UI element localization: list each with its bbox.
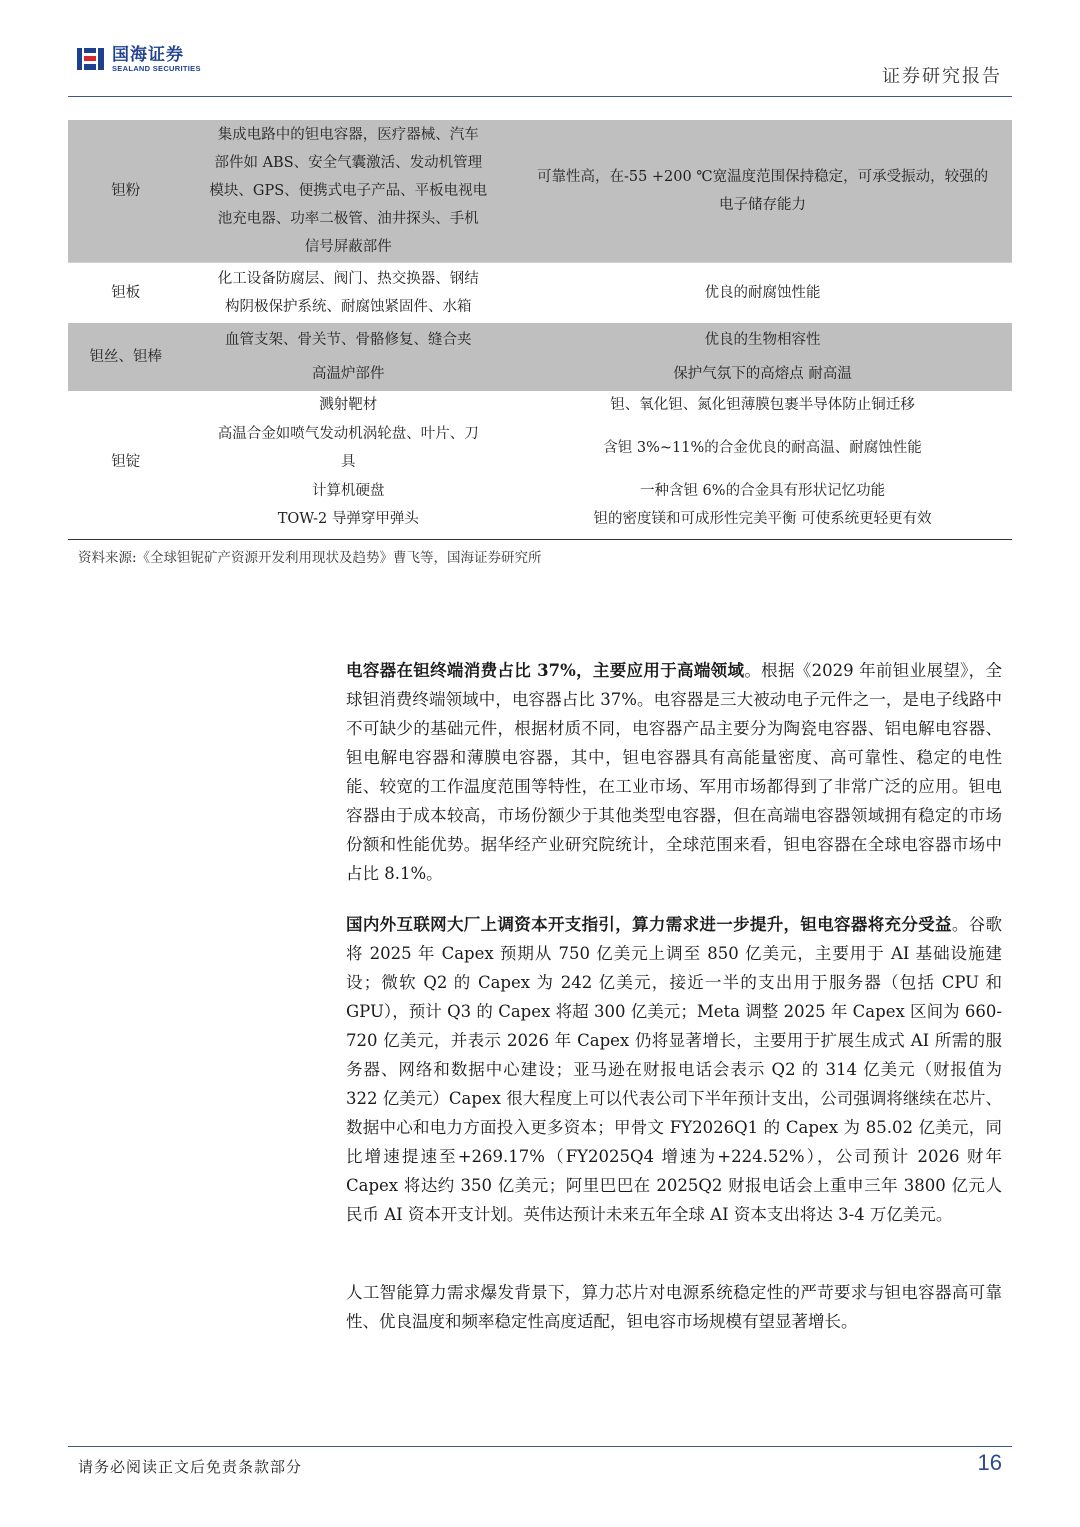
page-number: 16 — [977, 1450, 1002, 1475]
paragraph-lead: 电容器在钽终端消费占比 37%，主要应用于高端领域 — [346, 661, 745, 680]
sealand-logo — [76, 44, 201, 74]
paragraph-text: 。谷歌将 2025 年 Capex 预期从 750 亿美元上调至 850 亿美元，主要用于 AI 基础设施建设；微软 Q2 的 Capex 为 242 亿美元，接近一半的支出用于服务器（包括 CPU 和 GPU），预计 Q3 的 Capex 将超 300 亿美元；Meta 调整 2025 年 Capex 区间为 660-720 亿美元，并表示 2026 年 Capex 仍将显著增长，主要用于扩展生成式 AI 所需的服务器、网络和数据中心建设；亚马逊在财报电话会表示 Q2 的 314 亿美元（财报值为 322 亿美元）Capex 很大程度上可以代表公司下半年预计支出，公司强调将继续在芯片、数据中心和电力方面投入更多资本；甲骨文 FY2026Q1 的 Capex 为 85.02 亿美元，同比增速提速至+269.17%（FY2025Q4 增速为+224.52%），公司预计 2026 财年 Capex 将达约 350 亿美元；阿里巴巴在 2025Q2 财报电话会上重申三年 3800 亿元人民币 AI 资本开支计划。英伟达预计未来五年全球 AI 资本支出将达 3-4 万亿美元。 — [346, 915, 1003, 1224]
footer-divider — [68, 1446, 1012, 1447]
product-cell: 钽板 — [68, 263, 184, 324]
application-cell: 高温合金如喷气发动机涡轮盘、叶片、刀 具 — [217, 426, 479, 470]
application-cell: 高温炉部件 — [184, 357, 513, 391]
table-row — [68, 323, 1012, 357]
table-row — [68, 263, 1012, 324]
report-type-label: 证券研究报告 — [882, 66, 1002, 87]
paragraph-lead: 国内外互联网大厂上调资本开支指引，算力需求进一步提升，钽电容器将充分受益 — [346, 915, 952, 934]
application-cell: TOW-2 导弹穿甲弹头 — [277, 511, 419, 527]
table-row — [68, 505, 1012, 533]
property-cell: 优良的生物相容性 — [513, 323, 1012, 357]
sealand-logo-icon — [76, 44, 106, 74]
property-cell: 保护气氛下的高熔点 耐高温 — [513, 357, 1012, 391]
footer-disclaimer: 请务必阅读正文后免责条款部分 — [78, 1458, 303, 1476]
logo-english-name: SEALAND SECURITIES — [112, 63, 201, 73]
paragraph-text: 。根据《2029 年前钽业展望》，全球钽消费终端领域中，电容器占比 37%。电容器是三大被动电子元件之一，是电子线路中不可缺少的基础元件，根据材质不同，电容器产品主要分为陶瓷电容器、铝电解电容器、钽电解电容器和薄膜电容器，其中，钽电容器具有高能量密度、高可靠性、稳定的电性能、较宽的工作温度范围等特性，在工业市场、军用市场都得到了非常广泛的应用。钽电容器由于成本较高，市场份额少于其他类型电容器，但在高端电容器领域拥有稳定的市场份额和性能优势。据华经产业研究院统计，全球范围来看，钽电容器在全球电容器市场中占比 8.1%。 — [346, 661, 1002, 883]
table-row — [68, 477, 1012, 505]
table-row — [68, 419, 1012, 477]
property-cell: 含钽 3%~11%的合金优良的耐高温、耐腐蚀性能 — [603, 440, 922, 456]
application-cell: 集成电路中的钽电容器，医疗器械、汽车 部件如 ABS、安全气囊激活、发动机管理 模块、GPS、便携式电子产品、平板电视电 池充电器、功率二极管、油井探头、手机 信号屏蔽部件 — [184, 120, 513, 263]
application-cell: 计算机硬盘 — [312, 483, 385, 499]
table-row — [68, 391, 1012, 419]
property-cell: 一种含钽 6%的合金具有形状记忆功能 — [639, 483, 886, 499]
table-bottom-rule — [68, 539, 1012, 540]
tantalum-applications-table — [68, 120, 1012, 533]
application-cell: 血管支架、骨关节、骨骼修复、缝合夹 — [184, 323, 513, 357]
page-header — [0, 0, 1080, 100]
paragraph-text: 人工智能算力需求爆发背景下，算力芯片对电源系统稳定性的严苛要求与钽电容器高可靠性、优良温度和频率稳定性高度适配，钽电容市场规模有望显著增长。 — [346, 1283, 1002, 1331]
paragraph-capex-demand — [346, 910, 1002, 1229]
product-cell: 钽丝、钽棒 — [68, 323, 184, 391]
logo-chinese-name: 国海证券 — [112, 44, 184, 65]
table-row — [68, 120, 1012, 263]
property-cell: 钽的密度镁和可成形性完美平衡 可使系统更轻更有效 — [593, 511, 932, 527]
application-cell: 化工设备防腐层、阀门、热交换器、钢结 构阴极保护系统、耐腐蚀紧固件、水箱 — [184, 263, 513, 324]
product-cell: 钽粉 — [68, 120, 184, 263]
property-cell: 优良的耐腐蚀性能 — [513, 263, 1012, 324]
property-cell: 可靠性高，在-55 +200 ℃宽温度范围保持稳定，可承受振动，较强的 电子储存能力 — [513, 120, 1012, 263]
header-divider — [68, 96, 1012, 97]
product-cell: 钽锭 — [111, 454, 141, 470]
table-source-note: 资料来源:《全球钽铌矿产资源开发利用现状及趋势》曹飞等，国海证券研究所 — [78, 550, 542, 566]
application-cell: 溅射靶材 — [319, 397, 378, 413]
paragraph-ai-outlook — [346, 1278, 1002, 1336]
property-cell: 钽、氧化钽、氮化钽薄膜包裹半导体防止铜迁移 — [610, 397, 915, 413]
paragraph-capacitor-share — [346, 656, 1002, 888]
table-row — [68, 357, 1012, 391]
